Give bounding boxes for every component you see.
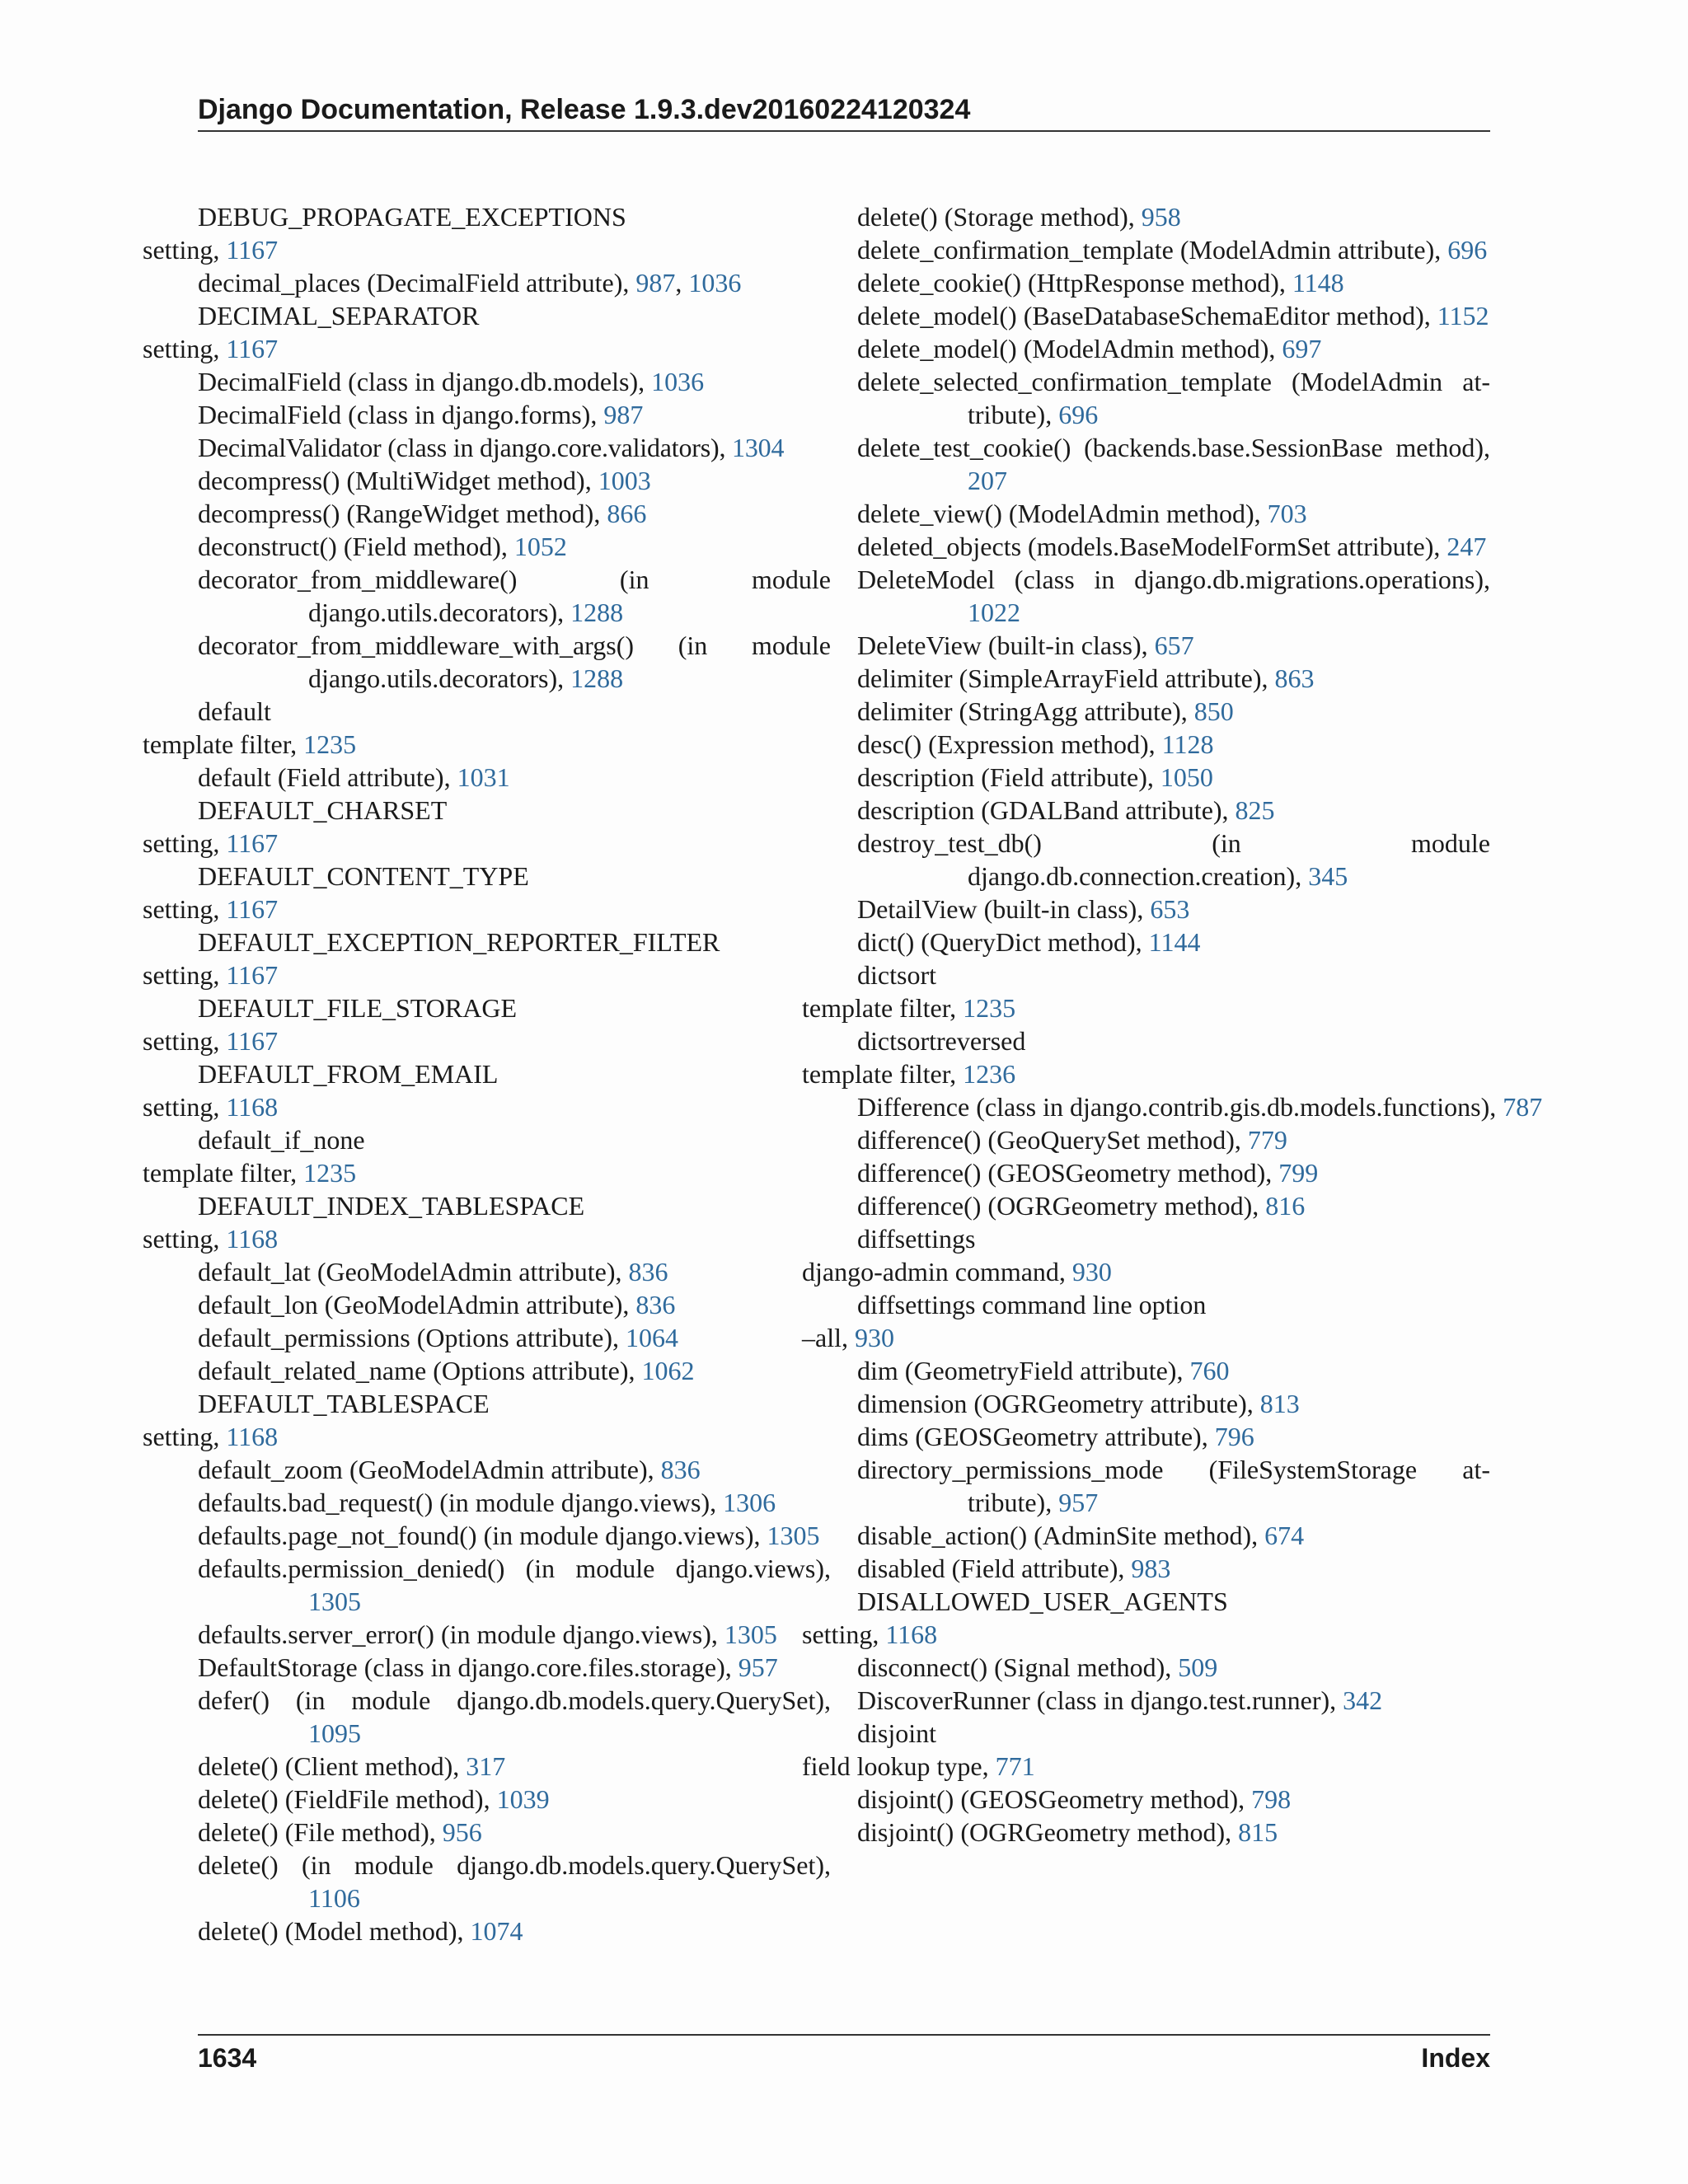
index-entry-label: destroy_test_db() (in module django.db.connection.creation), bbox=[857, 828, 1490, 891]
page-header: Django Documentation, Release 1.9.3.dev20160224120324 bbox=[198, 94, 971, 125]
page-ref-link[interactable]: 1167 bbox=[226, 894, 279, 924]
page-ref-link[interactable]: 1062 bbox=[641, 1356, 695, 1385]
index-entry bbox=[857, 827, 1490, 893]
index-entry bbox=[857, 695, 1490, 728]
page-ref-link[interactable]: 1288 bbox=[570, 663, 624, 693]
page-ref-link[interactable]: 787 bbox=[1503, 1092, 1543, 1122]
index-entry bbox=[857, 662, 1490, 695]
index-entry bbox=[857, 1222, 1490, 1255]
page-ref-link[interactable]: 509 bbox=[1178, 1652, 1218, 1682]
index-entry-label: default_lat (GeoModelAdmin attribute), bbox=[198, 1257, 629, 1286]
index-subentry bbox=[143, 958, 831, 991]
index-entry-label: default_permissions (Options attribute), bbox=[198, 1323, 626, 1352]
index-entry bbox=[198, 1552, 831, 1618]
index-entry-label: DEFAULT_FROM_EMAIL bbox=[198, 1059, 499, 1089]
index-subentry bbox=[143, 233, 831, 266]
page-ref-link[interactable]: 1128 bbox=[1161, 729, 1214, 759]
index-entry-label: dict() (QueryDict method), bbox=[857, 927, 1149, 957]
page-ref-link[interactable]: 1039 bbox=[496, 1784, 550, 1814]
page-ref-link[interactable]: 1305 bbox=[724, 1619, 777, 1649]
page-ref-link[interactable]: 866 bbox=[607, 499, 647, 528]
index-entry-label: DEFAULT_EXCEPTION_REPORTER_FILTER bbox=[198, 927, 720, 957]
index-subentry bbox=[802, 1321, 1490, 1354]
index-entry-label: disconnect() (Signal method), bbox=[857, 1652, 1179, 1682]
index-entry-label: delete() (in module django.db.models.query.QuerySet), bbox=[198, 1850, 831, 1880]
index-entry-label: delimiter (SimpleArrayField attribute), bbox=[857, 663, 1275, 693]
page-ref-link[interactable]: 697 bbox=[1282, 334, 1322, 363]
index-entry-label: delete() (Model method), bbox=[198, 1916, 471, 1946]
page-ref-link[interactable]: 863 bbox=[1274, 663, 1315, 693]
index-entry-label: setting, bbox=[143, 1224, 227, 1254]
index-entry-label: setting, bbox=[143, 894, 227, 924]
page-ref-link[interactable]: 247 bbox=[1447, 532, 1487, 561]
index-entry-label: Difference (class in django.contrib.gis.db.models.functions), bbox=[857, 1092, 1503, 1122]
index-entry bbox=[198, 530, 831, 563]
page-ref-link[interactable]: 825 bbox=[1235, 795, 1275, 825]
index-entry-label: DeleteModel (class in django.db.migrations.operations), bbox=[857, 565, 1490, 594]
index-entry bbox=[198, 1189, 831, 1222]
index-entry bbox=[857, 1387, 1490, 1420]
page-ref-link[interactable]: 1168 bbox=[226, 1224, 279, 1254]
index-entry bbox=[857, 794, 1490, 827]
index-entry bbox=[198, 398, 831, 431]
section-name: Index bbox=[1421, 2043, 1490, 2073]
index-subentry bbox=[143, 728, 831, 761]
index-entry-label: difference() (OGRGeometry method), bbox=[857, 1191, 1266, 1221]
page-ref-link[interactable]: 1235 bbox=[303, 1158, 357, 1188]
index-entry bbox=[857, 1816, 1490, 1849]
index-entry bbox=[857, 926, 1490, 958]
page-ref-link[interactable]: 1305 bbox=[767, 1521, 820, 1550]
page-ref-link[interactable]: 1304 bbox=[732, 433, 785, 462]
index-entry bbox=[198, 431, 831, 464]
index-entry-label: difference() (GeoQuerySet method), bbox=[857, 1125, 1248, 1155]
index-subentry bbox=[802, 1618, 1490, 1651]
page-ref-link[interactable]: 1050 bbox=[1160, 762, 1213, 792]
page-ref-link[interactable]: 850 bbox=[1193, 696, 1234, 726]
page-ref-link[interactable]: 1036 bbox=[688, 268, 742, 298]
index-entry-label: DEFAULT_CONTENT_TYPE bbox=[198, 861, 529, 891]
index-subentry bbox=[802, 1750, 1490, 1783]
index-entry-label: disjoint bbox=[857, 1718, 937, 1748]
index-entry-label: setting, bbox=[143, 334, 227, 363]
page-number: 1634 bbox=[198, 2043, 257, 2073]
index-entry-label: default (Field attribute), bbox=[198, 762, 457, 792]
index-entry-label: deconstruct() (Field method), bbox=[198, 532, 514, 561]
index-entry-label: defer() (in module django.db.models.query.QuerySet), bbox=[198, 1685, 831, 1715]
index-entry-label: delete_selected_confirmation_template (ModelAdmin at-tribute), bbox=[857, 367, 1490, 429]
index-subentry bbox=[143, 827, 831, 860]
page-ref-link[interactable]: 1074 bbox=[470, 1916, 523, 1946]
index-entry-label: DISALLOWED_USER_AGENTS bbox=[857, 1586, 1228, 1616]
index-entry-label: DiscoverRunner (class in django.test.runner), bbox=[857, 1685, 1343, 1715]
index-entry bbox=[198, 1354, 831, 1387]
index-entry bbox=[857, 266, 1490, 299]
page-ref-link[interactable]: 1036 bbox=[651, 367, 705, 396]
index-subentry bbox=[143, 1156, 831, 1189]
page-ref-link[interactable]: 930 bbox=[1071, 1257, 1112, 1286]
index-entry-label: delete() (Client method), bbox=[198, 1751, 467, 1781]
index-subentry bbox=[802, 1057, 1490, 1090]
index-entry bbox=[198, 1816, 831, 1849]
index-entry-label: DefaultStorage (class in django.core.files.storage), bbox=[198, 1652, 738, 1682]
page-ref-link[interactable]: 696 bbox=[1447, 235, 1488, 265]
index-entry-label: setting, bbox=[143, 960, 227, 990]
index-entry-label: dim (GeometryField attribute), bbox=[857, 1356, 1190, 1385]
index-entry-label: delete_cookie() (HttpResponse method), bbox=[857, 268, 1292, 298]
index-entry-label: template filter, bbox=[143, 729, 304, 759]
index-entry-label: DeleteView (built-in class), bbox=[857, 630, 1155, 660]
index-entry-label: delete() (FieldFile method), bbox=[198, 1784, 497, 1814]
page-ref-link[interactable]: 1168 bbox=[226, 1092, 279, 1122]
index-entry-label: dictsortreversed bbox=[857, 1026, 1026, 1056]
index-entry bbox=[857, 893, 1490, 926]
page-ref-link[interactable]: 1031 bbox=[457, 762, 510, 792]
index-entry bbox=[198, 1519, 831, 1552]
index-entry bbox=[198, 794, 831, 827]
index-subentry bbox=[802, 991, 1490, 1024]
index-entry bbox=[857, 958, 1490, 991]
index-entry bbox=[198, 200, 831, 233]
index-entry bbox=[857, 233, 1490, 266]
page-ref-link[interactable]: 760 bbox=[1189, 1356, 1230, 1385]
index-subentry bbox=[802, 1255, 1490, 1288]
page-ref-link[interactable]: 1003 bbox=[598, 466, 651, 495]
index-entry-label: delete_test_cookie() (backends.base.SessionBase method), bbox=[857, 433, 1490, 462]
index-entry-label: delete_view() (ModelAdmin method), bbox=[857, 499, 1268, 528]
index-entry bbox=[198, 860, 831, 893]
index-entry bbox=[857, 1189, 1490, 1222]
page-ref-link[interactable]: 1095 bbox=[308, 1718, 361, 1748]
index-entry-label: setting, bbox=[143, 828, 227, 858]
page-ref-link[interactable]: 1288 bbox=[570, 598, 624, 627]
page-ref-link[interactable]: 657 bbox=[1154, 630, 1194, 660]
index-entry-label: default_if_none bbox=[198, 1125, 365, 1155]
index-entry bbox=[857, 1024, 1490, 1057]
index-entry bbox=[857, 629, 1490, 662]
index-entry-label: DEFAULT_TABLESPACE bbox=[198, 1389, 490, 1418]
page-ref-link[interactable]: 653 bbox=[1150, 894, 1190, 924]
index-entry-label: diffsettings bbox=[857, 1224, 976, 1254]
page-ref-link[interactable]: 1167 bbox=[226, 960, 279, 990]
index-entry-label: defaults.page_not_found() (in module django.views), bbox=[198, 1521, 767, 1550]
page-ref-link[interactable]: 1144 bbox=[1148, 927, 1201, 957]
index-entry bbox=[857, 530, 1490, 563]
index-entry-label: DEFAULT_FILE_STORAGE bbox=[198, 993, 517, 1023]
page-ref-link[interactable]: 703 bbox=[1267, 499, 1307, 528]
index-entry-label: defaults.server_error() (in module django.views), bbox=[198, 1619, 724, 1649]
page-ref-link[interactable]: 1235 bbox=[303, 729, 357, 759]
index-entry bbox=[198, 1783, 831, 1816]
index-entry-label: delete_model() (ModelAdmin method), bbox=[857, 334, 1282, 363]
index-entry bbox=[857, 1354, 1490, 1387]
index-entry-label: template filter, bbox=[802, 1059, 964, 1089]
index-entry bbox=[857, 1420, 1490, 1453]
index-entry bbox=[857, 1090, 1635, 1123]
index-entry bbox=[857, 563, 1490, 629]
index-entry-label: defaults.permission_denied() (in module django.views), bbox=[198, 1554, 831, 1583]
index-entry bbox=[198, 1486, 831, 1519]
page-ref-link[interactable]: 1168 bbox=[885, 1619, 938, 1649]
index-entry-label: description (Field attribute), bbox=[857, 762, 1160, 792]
header-divider bbox=[198, 130, 1490, 132]
page-ref-separator: , bbox=[675, 268, 689, 298]
index-column-right bbox=[802, 200, 1543, 1849]
page-ref-link[interactable]: 1052 bbox=[513, 532, 567, 561]
index-entry bbox=[198, 299, 831, 332]
index-entry bbox=[198, 1123, 831, 1156]
index-entry bbox=[198, 695, 831, 728]
page-ref-link[interactable]: 1064 bbox=[626, 1323, 679, 1352]
page-ref-link[interactable]: 983 bbox=[1131, 1554, 1171, 1583]
index-entry-label: dimension (OGRGeometry attribute), bbox=[857, 1389, 1260, 1418]
index-entry bbox=[198, 1387, 831, 1420]
index-subentry bbox=[143, 1420, 831, 1453]
page-ref-link[interactable]: 771 bbox=[995, 1751, 1035, 1781]
index-entry-label: defaults.bad_request() (in module django.views), bbox=[198, 1488, 724, 1517]
index-entry-label: template filter, bbox=[802, 993, 964, 1023]
index-entry-label: diffsettings command line option bbox=[857, 1290, 1207, 1319]
page-ref-link[interactable]: 957 bbox=[738, 1652, 778, 1682]
index-entry bbox=[198, 1651, 831, 1684]
index-entry bbox=[198, 629, 831, 695]
index-entry-label: description (GDALBand attribute), bbox=[857, 795, 1236, 825]
index-entry-label: setting, bbox=[143, 1422, 227, 1451]
index-entry-label: DetailView (built-in class), bbox=[857, 894, 1151, 924]
index-entry-label: template filter, bbox=[143, 1158, 304, 1188]
index-entry bbox=[857, 332, 1490, 365]
index-entry bbox=[857, 497, 1490, 530]
index-entry-label: setting, bbox=[802, 1619, 886, 1649]
index-entry bbox=[198, 563, 831, 629]
index-entry-label: dims (GEOSGeometry attribute), bbox=[857, 1422, 1215, 1451]
index-entry bbox=[198, 1750, 831, 1783]
index-entry bbox=[198, 1849, 831, 1915]
index-entry bbox=[857, 1519, 1490, 1552]
index-entry bbox=[857, 728, 1490, 761]
index-entry-label: setting, bbox=[143, 1026, 227, 1056]
page-ref-link[interactable]: 799 bbox=[1278, 1158, 1319, 1188]
page-ref-link[interactable]: 207 bbox=[968, 466, 1007, 495]
index-entry-label: decimal_places (DecimalField attribute), bbox=[198, 268, 636, 298]
page-ref-link[interactable]: 1236 bbox=[963, 1059, 1016, 1089]
index-entry-label: disjoint() (GEOSGeometry method), bbox=[857, 1784, 1252, 1814]
index-entry-label: DECIMAL_SEPARATOR bbox=[198, 301, 480, 330]
index-entry bbox=[857, 1651, 1490, 1684]
index-subentry bbox=[143, 1090, 831, 1123]
index-entry-label: delimiter (StringAgg attribute), bbox=[857, 696, 1194, 726]
index-subentry bbox=[143, 893, 831, 926]
index-entry bbox=[198, 1915, 831, 1947]
page-ref-link[interactable]: 956 bbox=[442, 1817, 482, 1847]
index-entry bbox=[198, 761, 831, 794]
index-entry bbox=[198, 1684, 831, 1750]
index-subentry bbox=[143, 1222, 831, 1255]
index-entry-label: disjoint() (OGRGeometry method), bbox=[857, 1817, 1239, 1847]
index-entry-label: decompress() (MultiWidget method), bbox=[198, 466, 598, 495]
index-entry-label: disabled (Field attribute), bbox=[857, 1554, 1132, 1583]
index-entry bbox=[198, 1255, 831, 1288]
page-ref-link[interactable]: 1306 bbox=[723, 1488, 776, 1517]
index-entry-label: DEFAULT_INDEX_TABLESPACE bbox=[198, 1191, 585, 1221]
index-subentry bbox=[143, 1024, 831, 1057]
index-entry-label: disable_action() (AdminSite method), bbox=[857, 1521, 1265, 1550]
index-entry-label: DecimalValidator (class in django.core.validators), bbox=[198, 433, 733, 462]
index-entry-label: delete() (Storage method), bbox=[857, 202, 1142, 232]
page-ref-link[interactable]: 798 bbox=[1251, 1784, 1292, 1814]
index-entry bbox=[198, 926, 831, 958]
page-ref-link[interactable]: 957 bbox=[1058, 1488, 1099, 1517]
page-footer bbox=[198, 2039, 1490, 2077]
page-ref-link[interactable]: 816 bbox=[1265, 1191, 1306, 1221]
index-entry-label: decorator_from_middleware() (in module django.utils.decorators), bbox=[198, 565, 831, 627]
index-entry bbox=[857, 1453, 1490, 1519]
index-entry bbox=[198, 1288, 831, 1321]
index-entry-label: default_related_name (Options attribute), bbox=[198, 1356, 642, 1385]
page-ref-link[interactable]: 779 bbox=[1247, 1125, 1287, 1155]
page-ref-link[interactable]: 836 bbox=[660, 1455, 701, 1484]
index-entry bbox=[198, 1321, 831, 1354]
page-ref-link[interactable]: 1022 bbox=[968, 598, 1020, 627]
page-ref-link[interactable]: 1167 bbox=[226, 334, 279, 363]
page-ref-link[interactable]: 796 bbox=[1214, 1422, 1254, 1451]
index-entry bbox=[198, 266, 831, 299]
index-entry-label: delete_model() (BaseDatabaseSchemaEditor method), bbox=[857, 301, 1437, 330]
index-entry bbox=[857, 1684, 1490, 1717]
index-entry-label: setting, bbox=[143, 1092, 227, 1122]
index-entry bbox=[198, 497, 831, 530]
page-ref-link[interactable]: 1168 bbox=[226, 1422, 279, 1451]
index-entry-label: delete_confirmation_template (ModelAdmin attribute), bbox=[857, 235, 1448, 265]
index-entry bbox=[857, 365, 1490, 431]
page-ref-link[interactable]: 987 bbox=[603, 400, 644, 429]
index-entry-label: decompress() (RangeWidget method), bbox=[198, 499, 607, 528]
page-ref-link[interactable]: 342 bbox=[1343, 1685, 1383, 1715]
page-ref-link[interactable]: 1305 bbox=[308, 1586, 361, 1616]
index-entry bbox=[198, 464, 831, 497]
index-entry-label: decorator_from_middleware_with_args() (in module django.utils.decorators), bbox=[198, 630, 831, 693]
page-ref-link[interactable]: 674 bbox=[1264, 1521, 1305, 1550]
index-entry-label: deleted_objects (models.BaseModelFormSet attribute), bbox=[857, 532, 1447, 561]
index-entry-label: –all, bbox=[802, 1323, 855, 1352]
index-entry-label: DEBUG_PROPAGATE_EXCEPTIONS bbox=[198, 202, 626, 232]
index-entry-label: default_lon (GeoModelAdmin attribute), bbox=[198, 1290, 636, 1319]
index-entry-label: DecimalField (class in django.db.models), bbox=[198, 367, 652, 396]
page-ref-link[interactable]: 958 bbox=[1141, 202, 1181, 232]
page-ref-link[interactable]: 1148 bbox=[1292, 268, 1344, 298]
page-ref-link[interactable]: 345 bbox=[1308, 861, 1348, 891]
page-ref-link[interactable]: 836 bbox=[635, 1290, 676, 1319]
index-entry-label: DecimalField (class in django.forms), bbox=[198, 400, 604, 429]
index-entry-label: field lookup type, bbox=[802, 1751, 996, 1781]
page-ref-link[interactable]: 1167 bbox=[226, 1026, 279, 1056]
page-ref-link[interactable]: 1167 bbox=[226, 828, 279, 858]
index-entry bbox=[857, 431, 1490, 497]
page-ref-link[interactable]: 1106 bbox=[308, 1883, 360, 1913]
index-entry-label: difference() (GEOSGeometry method), bbox=[857, 1158, 1279, 1188]
page-ref-link[interactable]: 696 bbox=[1058, 400, 1099, 429]
index-entry bbox=[198, 1057, 831, 1090]
page-ref-link[interactable]: 930 bbox=[854, 1323, 894, 1352]
index-entry bbox=[198, 991, 831, 1024]
index-entry bbox=[198, 1618, 831, 1651]
index-entry-label: setting, bbox=[143, 235, 227, 265]
index-entry bbox=[857, 1156, 1490, 1189]
index-entry bbox=[857, 761, 1490, 794]
page-ref-link[interactable]: 815 bbox=[1238, 1817, 1278, 1847]
index-entry bbox=[857, 1552, 1490, 1585]
index-column-left bbox=[143, 200, 831, 1947]
index-entry-label: DEFAULT_CHARSET bbox=[198, 795, 448, 825]
page-ref-link[interactable]: 987 bbox=[635, 268, 676, 298]
footer-divider bbox=[198, 2034, 1490, 2036]
page-ref-link[interactable]: 1235 bbox=[963, 993, 1016, 1023]
index-entry bbox=[198, 1453, 831, 1486]
index-entry bbox=[857, 1783, 1490, 1816]
page-ref-link[interactable]: 836 bbox=[628, 1257, 668, 1286]
page-ref-link[interactable]: 1152 bbox=[1437, 301, 1489, 330]
index-subentry bbox=[143, 332, 831, 365]
index-entry-label: desc() (Expression method), bbox=[857, 729, 1162, 759]
index-entry-label: delete() (File method), bbox=[198, 1817, 443, 1847]
index-entry bbox=[198, 365, 831, 398]
index-entry bbox=[857, 299, 1490, 332]
index-entry-label: directory_permissions_mode (FileSystemStorage at-tribute), bbox=[857, 1455, 1490, 1517]
index-entry-label: default bbox=[198, 696, 271, 726]
index-entry bbox=[857, 1585, 1490, 1618]
index-entry-label: django-admin command, bbox=[802, 1257, 1072, 1286]
index-entry bbox=[857, 1288, 1490, 1321]
index-entry bbox=[857, 1123, 1490, 1156]
index-entry bbox=[857, 200, 1490, 233]
page-ref-link[interactable]: 317 bbox=[466, 1751, 506, 1781]
page-ref-link[interactable]: 813 bbox=[1259, 1389, 1300, 1418]
page-ref-link[interactable]: 1167 bbox=[226, 235, 279, 265]
index-entry-label: dictsort bbox=[857, 960, 936, 990]
index-entry-label: default_zoom (GeoModelAdmin attribute), bbox=[198, 1455, 661, 1484]
index-entry bbox=[857, 1717, 1490, 1750]
